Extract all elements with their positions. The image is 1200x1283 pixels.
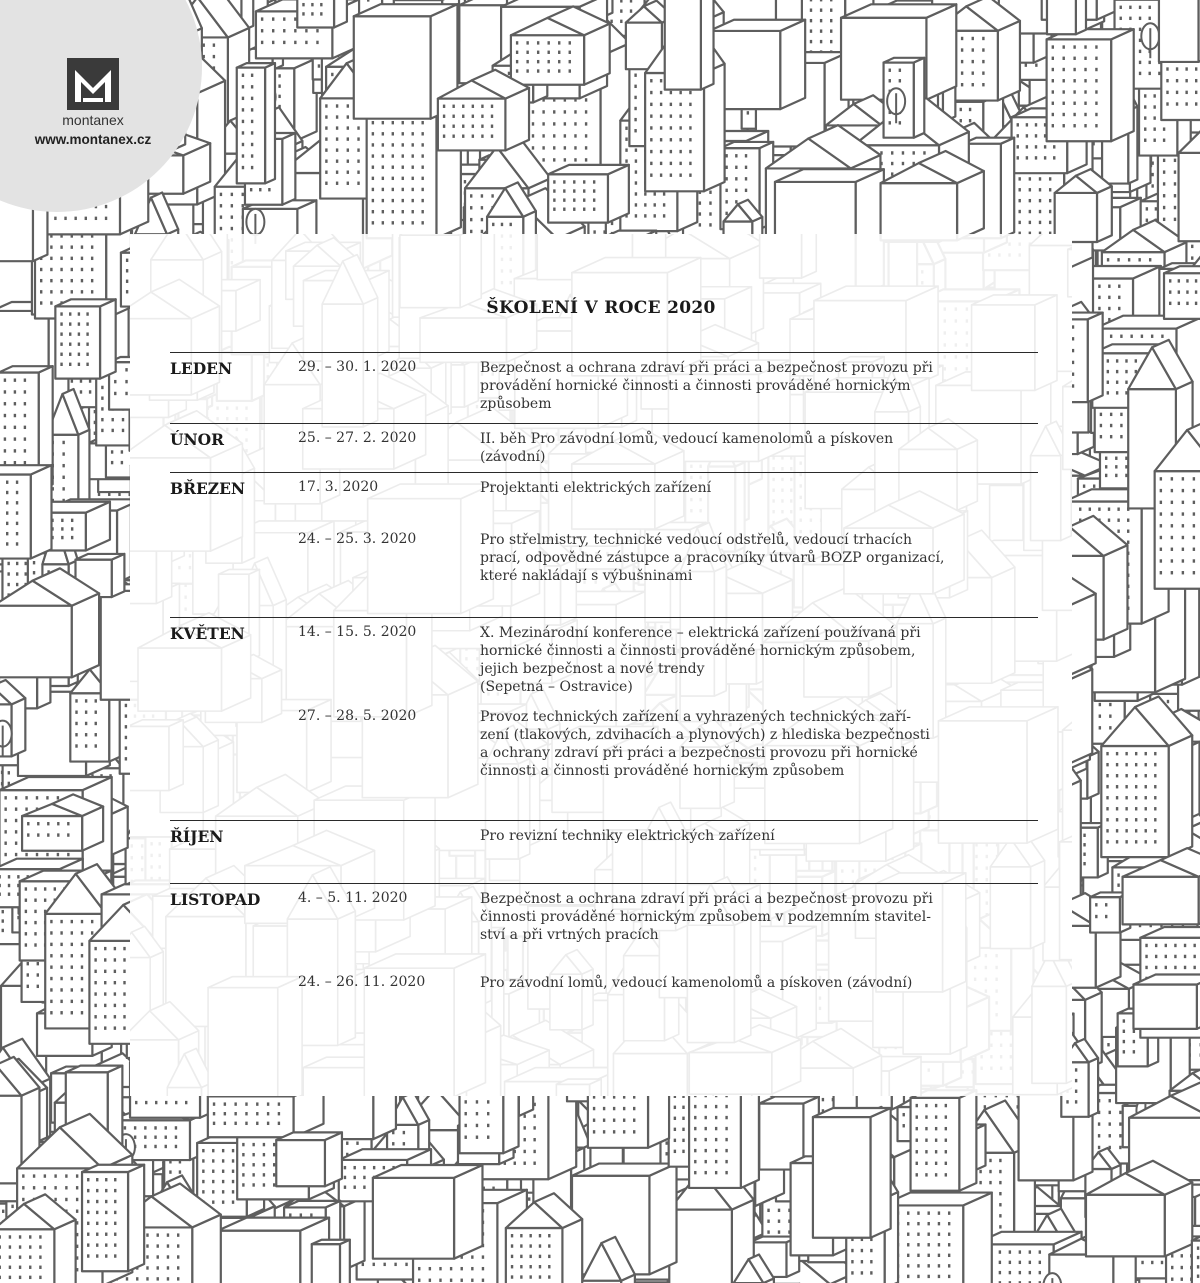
- entry-description: X. Mezinárodní konference – elektrická zařízení používaná při hornické činnosti a činnosti prováděné hornickým způsobem, jejich bezpečnost a nové trendy (Sepetná – Ostravice): [480, 618, 1038, 696]
- entry-description: Bezpečnost a ochrana zdraví při práci a bezpečnost provozu při činnosti prováděné hornickým způsobem v podzemním stavitel- ství a při vrtných pracích: [480, 884, 1038, 944]
- schedule-entry: [170, 618, 1038, 702]
- entry-description: II. běh Pro závodní lomů, vedoucí kamenolomů a pískoven (závodní): [480, 424, 1038, 466]
- month-name: ÚNOR: [170, 430, 224, 449]
- schedule-entry: [170, 525, 1038, 585]
- entry-date: 27. – 28. 5. 2020: [298, 708, 416, 724]
- entry-description: Pro střelmistry, technické vedoucí odstřelů, vedoucí trhacích prací, odpovědné zástupce a pracovníky útvarů BOZP organizací, které nakládají s výbušninami: [480, 525, 1038, 585]
- month-name: LISTOPAD: [170, 890, 260, 909]
- month-name: LEDEN: [170, 359, 232, 378]
- entry-date: 25. – 27. 2. 2020: [298, 430, 416, 446]
- entry-date: 4. – 5. 11. 2020: [298, 890, 407, 906]
- schedule-entry: [170, 424, 1038, 466]
- month-rijen: [170, 820, 1038, 883]
- schedule-entry: [170, 968, 1038, 992]
- training-schedule: [170, 352, 1038, 1014]
- schedule-entry: [170, 353, 1038, 413]
- entry-description: Bezpečnost a ochrana zdraví při práci a bezpečnost provozu při provádění hornické činnosti a činnosti prováděné hornickým způsobem: [480, 353, 1038, 413]
- month-unor: [170, 423, 1038, 472]
- schedule-entry: [170, 702, 1038, 780]
- entry-date: 29. – 30. 1. 2020: [298, 359, 416, 375]
- month-listopad: [170, 883, 1038, 1014]
- entry-description: Projektanti elektrických zařízení: [480, 473, 1038, 497]
- month-name: KVĚTEN: [170, 624, 245, 643]
- schedule-entry: [170, 473, 1038, 525]
- entry-description: Provoz technických zařízení a vyhrazených technických zaří- zení (tlakových, zdvihacích a plynových) z hlediska bezpečnosti a ochrany zdraví při práci a bezpečnosti provozu při hornické činnosti a činnosti prováděné hornickým způsobem: [480, 702, 1038, 780]
- brand-url[interactable]: www.montanex.cz: [14, 132, 172, 147]
- schedule-entry: [170, 884, 1038, 968]
- month-name: ŘÍJEN: [170, 827, 223, 846]
- month-name: BŘEZEN: [170, 479, 245, 498]
- entry-description: Pro revizní techniky elektrických zařízení: [480, 821, 1038, 845]
- month-leden: [170, 352, 1038, 423]
- montanex-logo-icon: [67, 58, 119, 110]
- brand-name: montanex: [20, 112, 166, 128]
- month-kveten: [170, 617, 1038, 820]
- entry-date: 17. 3. 2020: [298, 479, 378, 495]
- month-brezen: [170, 472, 1038, 617]
- entry-description: Pro závodní lomů, vedoucí kamenolomů a pískoven (závodní): [480, 968, 1038, 992]
- entry-date: 24. – 25. 3. 2020: [298, 531, 416, 547]
- schedule-entry: [170, 821, 1038, 845]
- entry-date: 14. – 15. 5. 2020: [298, 624, 416, 640]
- entry-date: 24. – 26. 11. 2020: [298, 974, 425, 990]
- page-title: ŠKOLENÍ V ROCE 2020: [130, 298, 1072, 318]
